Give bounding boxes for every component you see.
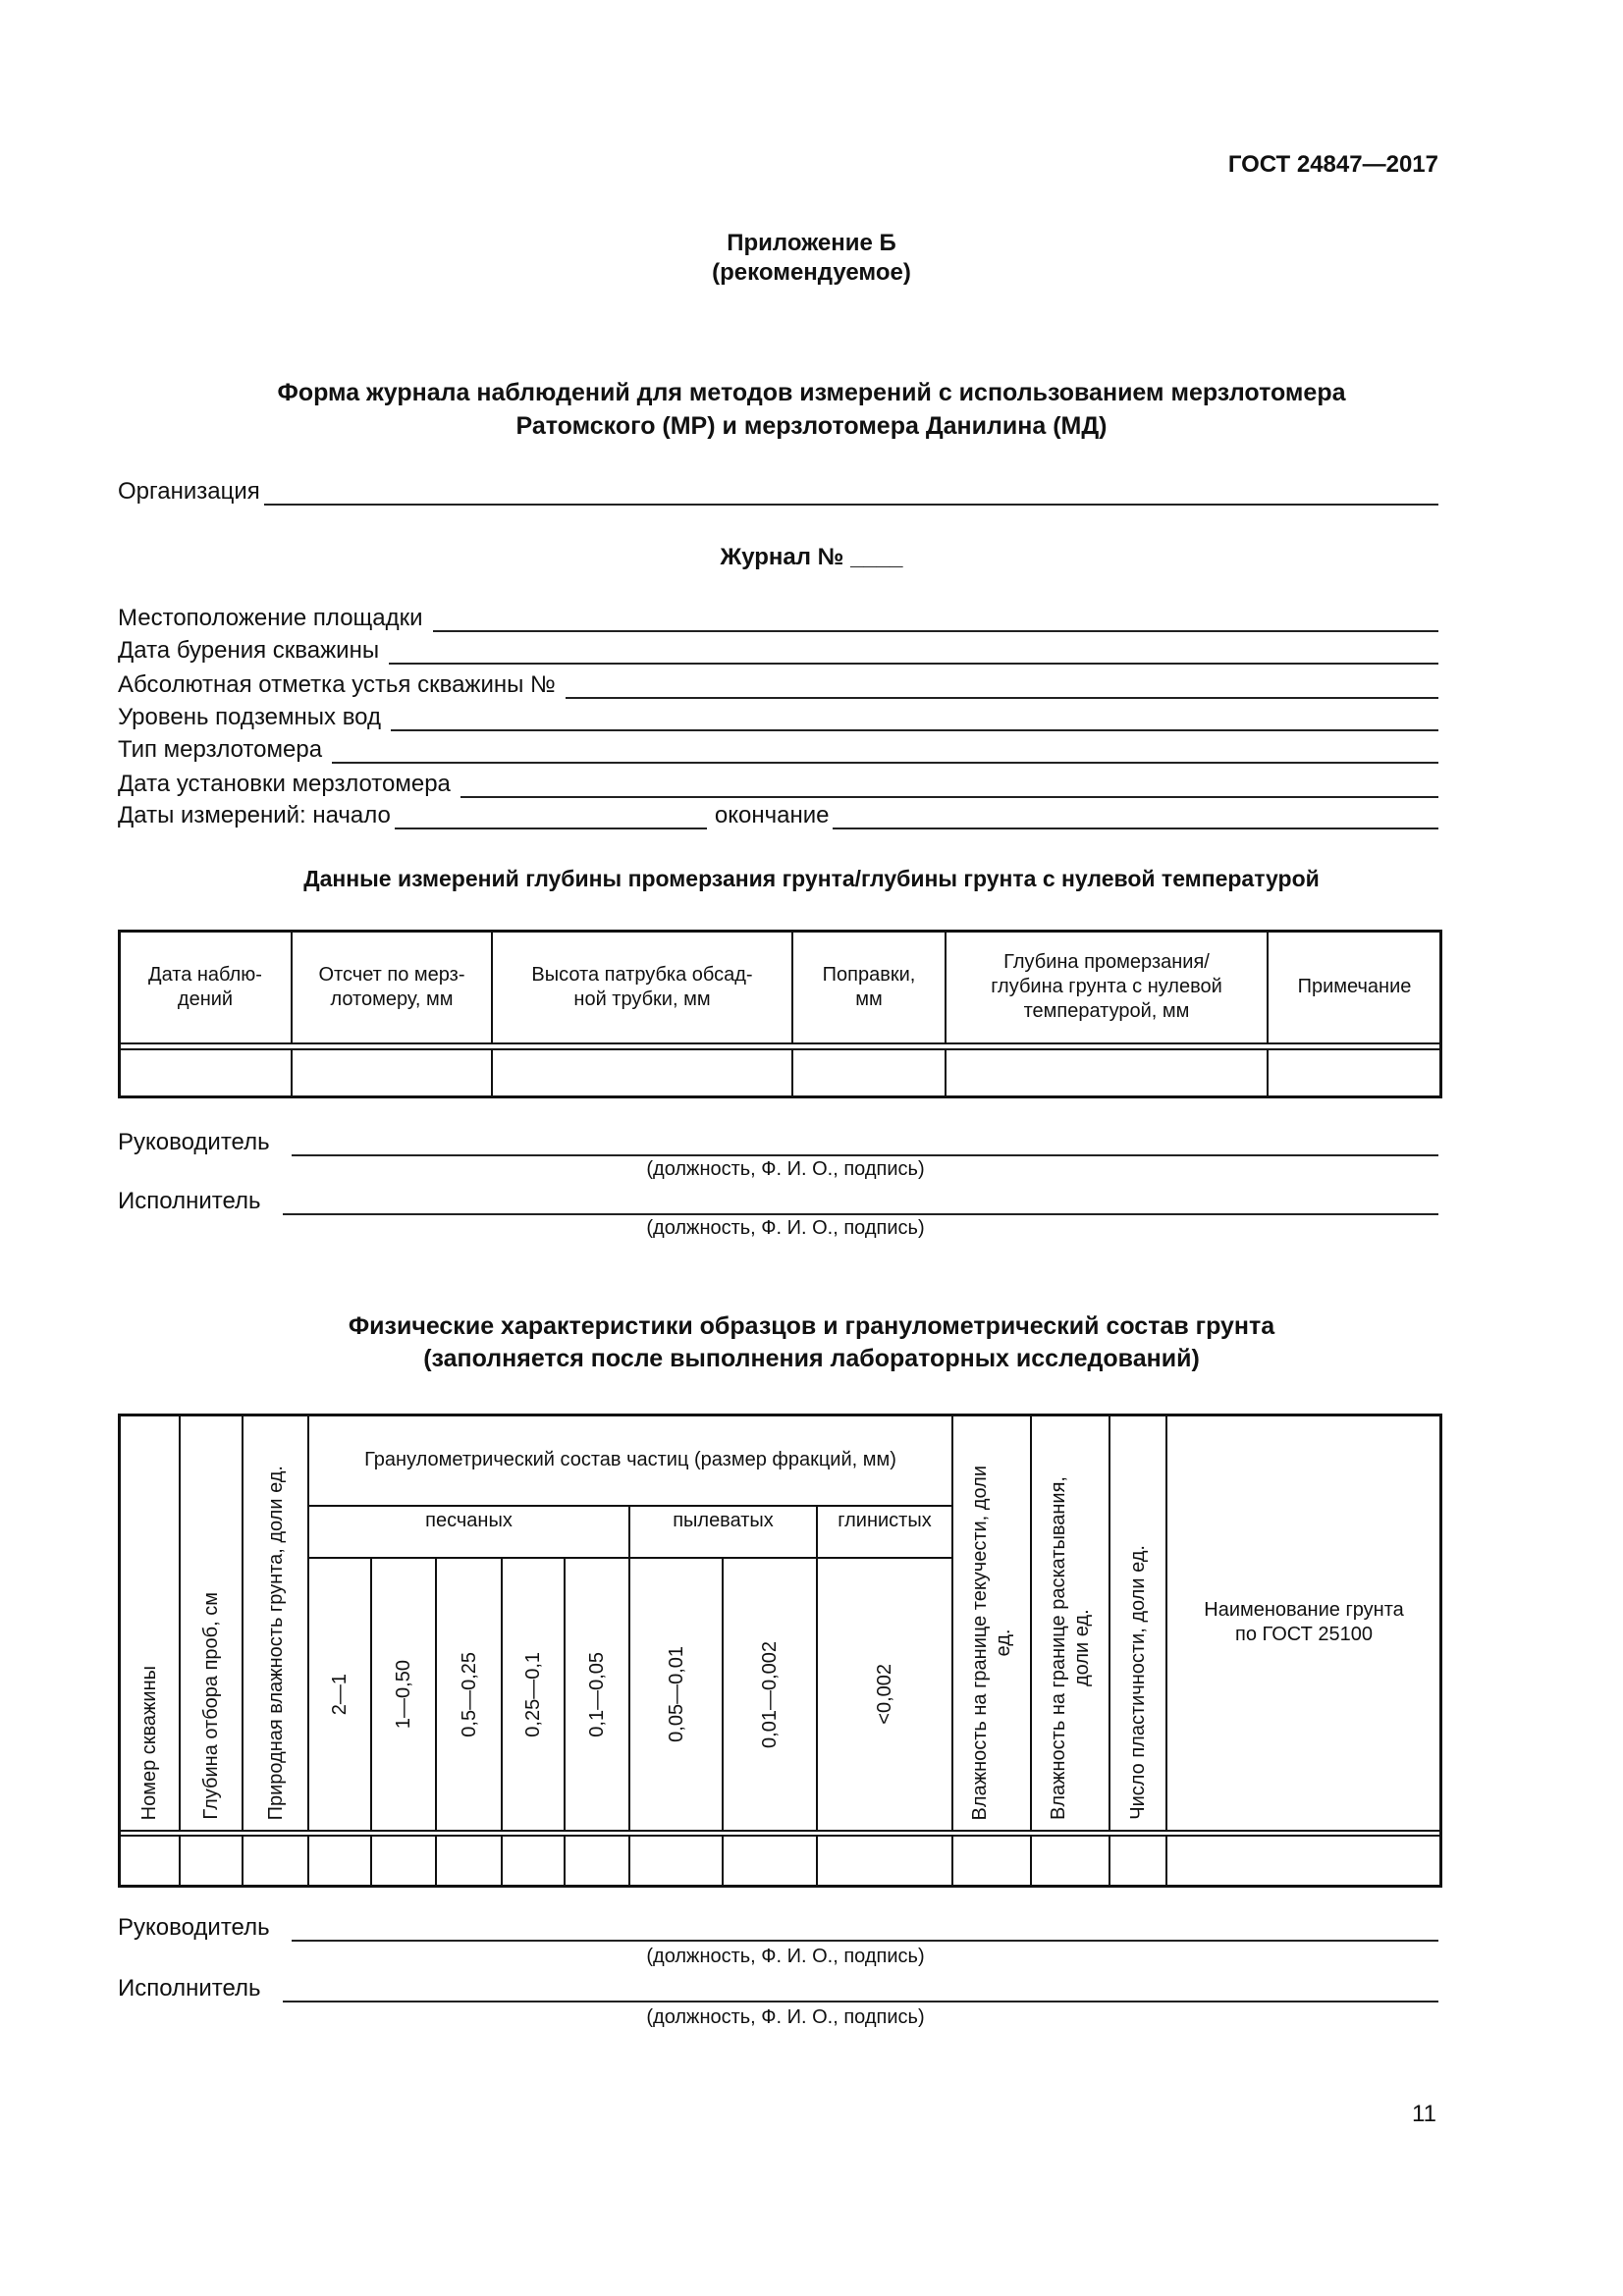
table1-title: Данные измерений глубины промерзания грунта/глубины грунта с нулевой температурой [303,866,1320,891]
field-line[interactable] [389,643,1438,665]
table2-data-cell[interactable] [1030,1835,1110,1888]
table1-data-cell[interactable] [491,1048,793,1098]
fraction-col-label: 0,01—0,002 [759,1640,781,1748]
table1-header-cell: Примечание [1267,930,1442,1044]
sig2-exec-label: Исполнитель [118,1975,261,2002]
fraction-col-label: 1—0,50 [393,1659,414,1730]
sig1-head-caption: (должность, Ф. И. О., подпись) [646,1158,925,1180]
table1-header-cell: Глубина промерзания/ глубина грунта с нулевой температурой, мм [945,930,1269,1044]
sig1-head-line[interactable] [292,1135,1438,1156]
table2-data-cell[interactable] [179,1835,243,1888]
col-soil-name: Наименование грунта по ГОСТ 25100 [1165,1414,1442,1832]
fraction-col [722,1557,818,1832]
fraction-group-header: песчаных [307,1505,630,1559]
col-moisture [242,1414,309,1832]
table1-header-cell: Отсчет по мерз- лотомеру, мм [291,930,493,1044]
fraction-col-label: 2—1 [329,1673,351,1716]
sig2-exec-caption: (должность, Ф. И. О., подпись) [646,2006,925,2028]
field-label: Тип мерзлотомера [118,736,323,763]
col-plasticity-index-label: Число пластичности, доли ед. [1127,1545,1149,1820]
table2-data-cell[interactable] [307,1835,372,1888]
field-label: Местоположение площадки [118,605,423,631]
fraction-col-label: <0,002 [874,1664,895,1725]
standard-number: ГОСТ 24847—2017 [1227,151,1438,178]
field-row[interactable] [118,671,1438,699]
field-row[interactable] [118,605,1438,632]
sig2-head-line[interactable] [292,1920,1438,1942]
page-number: 11 [1412,2101,1436,2127]
table2-data-cell[interactable] [816,1835,953,1888]
fraction-col [501,1557,566,1832]
dates-end-line[interactable] [833,808,1438,829]
sig1-head-label: Руководитель [118,1129,270,1155]
col-depth-label: Глубина отбора проб, см [200,1592,222,1820]
journal-number: Журнал № ____ [720,544,903,570]
col-moisture-label: Природная влажность грунта, доли ед. [264,1465,287,1820]
field-line[interactable] [566,677,1438,699]
sig2-exec-field[interactable] [118,1975,1438,2002]
table2-data-cell[interactable] [564,1835,630,1888]
field-label: Дата бурения скважины [118,637,380,664]
dates-field[interactable] [118,802,1438,829]
dates-start-label: Даты измерений: начало [118,802,391,828]
table2-title-line1: Физические характеристики образцов и гранулометрический состав грунта [348,1312,1275,1340]
sig1-exec-field[interactable] [118,1188,1438,1215]
field-label: Уровень подземных вод [118,704,381,730]
field-line[interactable] [433,611,1438,632]
table2-data-cell[interactable] [435,1835,503,1888]
fraction-col-label: 0,5—0,25 [458,1651,480,1737]
field-row[interactable] [118,771,1438,798]
table1-data-cell[interactable] [118,1048,293,1098]
organization-label: Организация [118,478,260,505]
field-row[interactable] [118,736,1438,764]
appendix-status: (рекомендуемое) [712,259,911,286]
table2-data-cell[interactable] [370,1835,437,1888]
appendix-title: Приложение Б [727,230,896,256]
table1-data-cell[interactable] [1267,1048,1442,1098]
fraction-col [628,1557,724,1832]
col-liquid-limit [951,1414,1032,1832]
field-line[interactable] [460,776,1438,798]
sig2-head-label: Руководитель [118,1914,270,1941]
form-title-line1: Форма журнала наблюдений для методов измерений с использованием мерзлотомера [277,379,1346,406]
sig1-exec-caption: (должность, Ф. И. О., подпись) [646,1217,925,1239]
table2-data-cell[interactable] [1165,1835,1442,1888]
table2-data-cell[interactable] [951,1835,1032,1888]
col-well [118,1414,181,1832]
table1-data-cell[interactable] [291,1048,493,1098]
table1-data-cell[interactable] [791,1048,947,1098]
sig1-head-field[interactable] [118,1129,1438,1156]
form-title-line2: Ратомского (МР) и мерзлотомера Данилина (МД) [515,412,1108,440]
col-plastic-limit [1030,1414,1110,1832]
fraction-group-header: пылеватых [628,1505,818,1559]
fraction-col [370,1557,437,1832]
table1-header-cell: Дата наблю- дений [118,930,293,1044]
granulometry-header: Гранулометрический состав частиц (размер фракций, мм) [307,1414,953,1507]
col-depth [179,1414,243,1832]
fraction-col [816,1557,953,1832]
fraction-col [564,1557,630,1832]
dates-start-line[interactable] [395,808,707,829]
field-label: Абсолютная отметка устья скважины № [118,671,556,698]
table2-data-cell[interactable] [118,1835,181,1888]
table1-header-cell: Поправки, мм [791,930,947,1044]
table2-data-cell[interactable] [722,1835,818,1888]
organization-field[interactable] [118,478,1438,506]
table2-title-line2: (заполняется после выполнения лабораторных исследований) [423,1345,1200,1372]
col-liquid-limit-label: Влажность на границе текучести, доли ед. [969,1465,1014,1820]
table2-data-cell[interactable] [1109,1835,1167,1888]
field-line[interactable] [332,742,1438,764]
fraction-col [307,1557,372,1832]
dates-end-label: окончание [714,802,830,828]
table2-data-cell[interactable] [501,1835,566,1888]
sig2-head-caption: (должность, Ф. И. О., подпись) [646,1946,925,1967]
sig1-exec-line[interactable] [283,1194,1438,1215]
fraction-col-label: 0,1—0,05 [586,1651,608,1737]
table1-data-cell[interactable] [945,1048,1269,1098]
col-plasticity-index [1109,1414,1167,1832]
organization-line[interactable] [264,484,1438,506]
fraction-col-label: 0,25—0,1 [522,1651,544,1737]
field-row[interactable] [118,704,1438,731]
table2-data-cell[interactable] [242,1835,309,1888]
table1-header-cell: Высота патрубка обсад- ной трубки, мм [491,930,793,1044]
table2-data-cell[interactable] [628,1835,724,1888]
field-line[interactable] [391,710,1438,731]
field-row[interactable] [118,637,1438,665]
col-plastic-limit-label: Влажность на границе раскатывания, доли ед. [1048,1476,1093,1820]
col-well-label: Номер скважины [138,1665,160,1820]
fraction-col [435,1557,503,1832]
field-label: Дата установки мерзлотомера [118,771,451,797]
fraction-col-label: 0,05—0,01 [665,1646,687,1742]
sig2-exec-line[interactable] [283,1981,1438,2002]
fraction-group-header: глинистых [816,1505,953,1559]
sig1-exec-label: Исполнитель [118,1188,261,1214]
sig2-head-field[interactable] [118,1914,1438,1942]
